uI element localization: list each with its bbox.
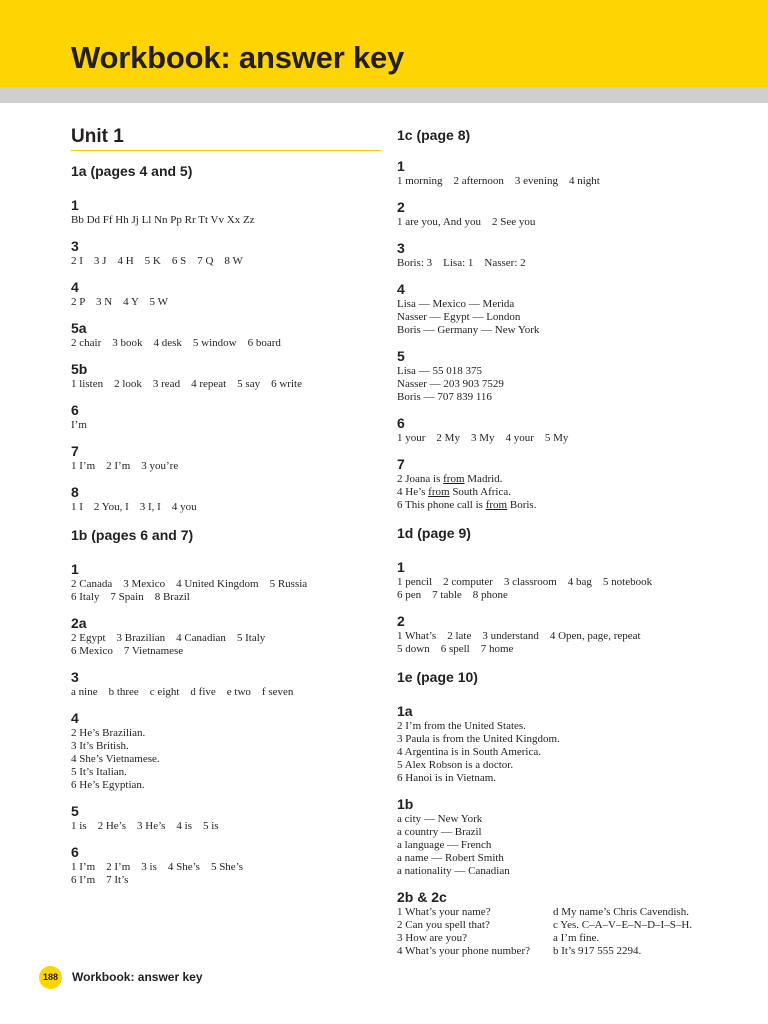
exercise-label: 2b & 2c [397,889,447,905]
underlined-word: from [485,499,508,511]
exercise-label: 4 [71,279,79,295]
answer-line: 6 Mexico 7 Vietnamese [71,645,184,657]
answer-line: 1 listen 2 look 3 read 4 repeat 5 say 6 write [71,378,302,390]
answer-line: Nasser — 203 903 7529 [397,378,504,390]
exercise-label: 1 [397,559,405,575]
exercise-label: 4 [71,710,79,726]
answer-line: 2 He’s Brazilian. [71,727,146,739]
exercise-label: 5 [397,348,405,364]
answer-line: 3 Paula is from the United Kingdom. [397,733,560,745]
answer-line: a name — Robert Smith [397,852,504,864]
text: Madrid. [464,473,503,485]
text: 6 This phone call is [397,499,486,511]
answer-line: a nationality — Canadian [397,865,510,877]
right-column [397,121,737,958]
answer-line: 2 chair 3 book 4 desk 5 window 6 board [71,337,281,349]
header-grey-strip [0,87,768,103]
unit-heading: Unit 1 [71,124,381,151]
page-number-badge: 188 [39,966,62,989]
answer-line: 6 pen 7 table 8 phone [397,589,508,601]
answer-line: Lisa — Mexico — Merida [397,298,515,310]
answer-line: Boris — Germany — New York [397,324,540,336]
exercise-label: 1 [71,197,79,213]
exercise-label: 2a [71,615,87,631]
text: 4 He’s [397,486,429,498]
exercise-label: 7 [397,456,405,472]
exercise-label: 5b [71,361,88,377]
answer-line: 5 down 6 spell 7 home [397,643,514,655]
text: Boris. [507,499,537,511]
answer-line: 1 morning 2 afternoon 3 evening 4 night [397,175,600,187]
exercise-label: 1a [397,703,413,719]
answer-line: 6 He’s Egyptian. [71,779,145,791]
answer-text: b It’s 917 555 2294. [553,945,642,957]
answer-line: 1 are you, And you 2 See you [397,216,536,228]
answer-line: 1 pencil 2 computer 3 classroom 4 bag 5 notebook [397,576,653,588]
exercise-label: 1 [71,561,79,577]
answer-line: I’m [71,419,87,431]
exercise-label: 3 [397,240,405,256]
exercise-label: 4 [397,281,405,297]
answer-line: 2 I’m from the United States. [397,720,526,732]
footer-label: Workbook: answer key [72,970,203,984]
answer-line: 5 Alex Robson is a doctor. [397,759,514,771]
answer-text: c Yes. C–A–V–E–N–D–I–S–H. [553,919,693,931]
question-text: 1 What’s your name? [397,906,491,918]
exercise-label: 1 [397,158,405,174]
exercise-label: 6 [71,402,79,418]
answer-text: d My name’s Chris Cavendish. [553,906,689,918]
answer-pair-row [397,932,737,945]
question-text: 3 How are you? [397,932,467,944]
question-text: 2 Can you spell that? [397,919,490,931]
answer-line: 1 What’s 2 late 3 understand 4 Open, page, repeat [397,630,641,642]
exercise-label: 7 [71,443,79,459]
answer-line: Boris — 707 839 116 [397,391,492,403]
answer-line [397,486,737,499]
exercise-label: 3 [71,238,79,254]
exercise-label: 6 [397,415,405,431]
exercise-label: 5 [71,803,79,819]
answer-text: a I’m fine. [553,932,600,944]
question-text: 4 What’s your phone number? [397,945,530,957]
answer-line: Nasser — Egypt — London [397,311,521,323]
answer-pair-row [397,919,737,932]
answer-line: Bb Dd Ff Hh Jj Ll Nn Pp Rr Tt Vv Xx Zz [71,214,255,226]
answer-line: a nine b three c eight d five e two f seven [71,686,294,698]
answer-line [397,499,737,512]
answer-line: Lisa — 55 018 375 [397,365,482,377]
answer-line: 1 I’m 2 I’m 3 is 4 She’s 5 She’s [71,861,244,873]
answer-line: 1 I 2 You, I 3 I, I 4 you [71,501,197,513]
answer-line: 5 It’s Italian. [71,766,127,778]
answer-line: 3 It’s British. [71,740,129,752]
section-heading-1a: 1a (pages 4 and 5) [71,163,193,179]
exercise-label: 2 [397,199,405,215]
text: 2 Joana is [397,473,444,485]
answer-line: 1 is 2 He’s 3 He’s 4 is 5 is [71,820,219,832]
section-heading-1e: 1e (page 10) [397,669,478,685]
underlined-word: from [443,473,465,485]
section-heading-1c: 1c (page 8) [397,127,471,143]
answer-line: 4 She’s Vietnamese. [71,753,160,765]
answer-line: 6 I’m 7 It’s [71,874,129,886]
answer-pair-row [397,906,737,919]
section-heading-1d: 1d (page 9) [397,525,471,541]
exercise-label: 5a [71,320,87,336]
answer-line: 2 Canada 3 Mexico 4 United Kingdom 5 Russia [71,578,308,590]
text: South Africa. [449,486,511,498]
answer-line: Boris: 3 Lisa: 1 Nasser: 2 [397,257,526,269]
answer-line: a country — Brazil [397,826,482,838]
exercise-label: 1b [397,796,414,812]
answer-line: a city — New York [397,813,483,825]
answer-line [397,473,737,486]
exercise-label: 6 [71,844,79,860]
page-title: Workbook: answer key [71,40,405,75]
exercise-label: 8 [71,484,79,500]
underlined-word: from [428,486,450,498]
answer-line: 2 I 3 J 4 H 5 K 6 S 7 Q 8 W [71,255,243,267]
section-heading-1b: 1b (pages 6 and 7) [71,527,194,543]
answer-line: 4 Argentina is in South America. [397,746,542,758]
answer-line: 2 P 3 N 4 Y 5 W [71,296,168,308]
left-column [71,121,381,887]
answer-line: 1 your 2 My 3 My 4 your 5 My [397,432,569,444]
answer-line: 1 I’m 2 I’m 3 you’re [71,460,179,472]
answer-line: 2 Egypt 3 Brazilian 4 Canadian 5 Italy [71,632,266,644]
exercise-label: 3 [71,669,79,685]
answer-line: a language — French [397,839,492,851]
answer-line: 6 Hanoi is in Vietnam. [397,772,497,784]
exercise-label: 2 [397,613,405,629]
answer-line: 6 Italy 7 Spain 8 Brazil [71,591,190,603]
answer-pair-row [397,945,737,958]
